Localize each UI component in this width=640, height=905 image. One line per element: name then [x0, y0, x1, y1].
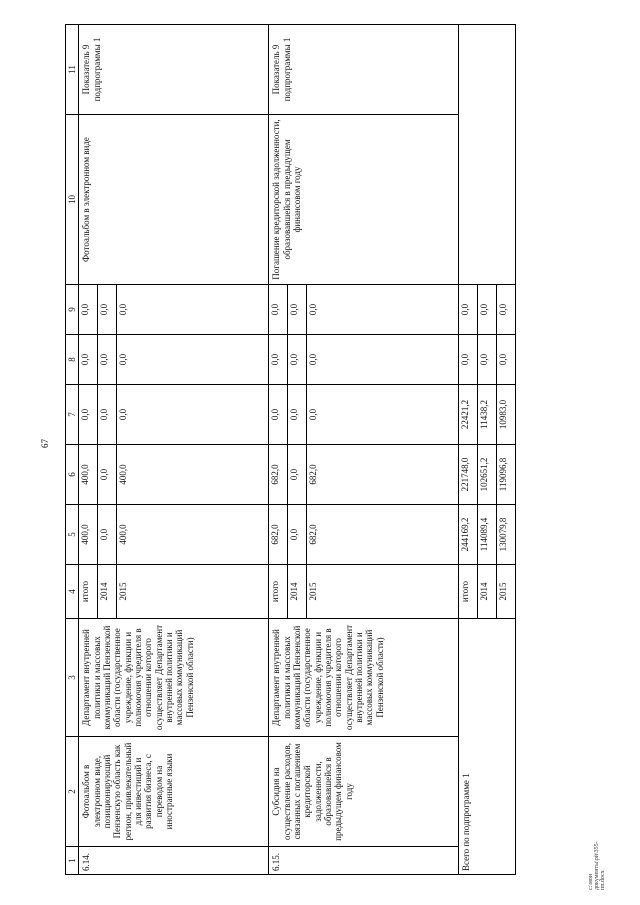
- value: 682,0: [308, 524, 319, 545]
- col-header: 10: [66, 115, 79, 285]
- value: 682,0: [308, 464, 319, 485]
- value: 0,0: [98, 285, 117, 334]
- indicator: Показатель 9 подпрограммы 1: [269, 25, 459, 115]
- value-cells: [269, 285, 459, 335]
- value: 0,0: [79, 285, 98, 334]
- value: 114089,4: [478, 505, 497, 564]
- col-header: 4: [66, 565, 79, 619]
- value: 0,0: [118, 353, 129, 366]
- value: 0,0: [98, 335, 117, 384]
- value-cells: [79, 335, 269, 385]
- value: 682,0: [269, 505, 288, 564]
- value: 0,0: [98, 445, 117, 504]
- year: итого: [79, 565, 98, 618]
- value: 0,0: [118, 303, 129, 316]
- measure-name: Фотоальбом в электронном виде, позиционирующий Пензенскую область как регион, привлекательный для инвестиций и развития бизнеса, с переводом на иностранные языки: [79, 737, 269, 847]
- row-number: 6.15.: [269, 847, 459, 875]
- header-row: [66, 25, 79, 875]
- value: 0,0: [79, 335, 98, 384]
- indicator: Показатель 9 подпрограммы 1: [79, 25, 269, 115]
- value: 0,0: [308, 408, 319, 421]
- year: 2015: [498, 582, 509, 601]
- year: 2014: [288, 565, 307, 618]
- col-header: 6: [66, 445, 79, 505]
- value-cells: [459, 335, 516, 385]
- value: 0,0: [308, 303, 319, 316]
- program-table: [65, 24, 516, 875]
- value: 244169,2: [459, 505, 478, 564]
- value: 0,0: [79, 385, 98, 444]
- measure-name: Субсидия на осуществление расходов, связанных с погашением кредиторской задолженности, образовавшейся в предыдущем финансовом году: [269, 737, 459, 847]
- value: 0,0: [308, 353, 319, 366]
- value: 0,0: [288, 505, 307, 564]
- value-cells: [79, 505, 269, 565]
- value: 0,0: [288, 335, 307, 384]
- value-cells: [79, 285, 269, 335]
- value-cells: [269, 335, 459, 385]
- col-header: 2: [66, 737, 79, 847]
- col-header: 3: [66, 619, 79, 737]
- executor: Департамент внутренней политики и массовых коммуникаций Пензенской области (государственное учреждение, функции и полномочия учредителя в отношении которого осуществляет Департамент внутренней политики и массовых коммуникаций Пензенской области): [269, 619, 459, 737]
- value: 400,0: [118, 464, 129, 485]
- year: 2014: [478, 565, 497, 618]
- value: 22421,2: [459, 385, 478, 444]
- value: 0,0: [459, 285, 478, 334]
- value-cells: [459, 285, 516, 335]
- col-header: 7: [66, 385, 79, 445]
- total-label: Всего по подпрограмме 1: [459, 619, 516, 875]
- total-row: [459, 25, 516, 875]
- value: 0,0: [288, 445, 307, 504]
- col-header: 9: [66, 285, 79, 335]
- rotated-table-page: [65, 25, 571, 875]
- year: 2015: [308, 582, 319, 601]
- value: 0,0: [498, 353, 509, 366]
- year: итого: [269, 565, 288, 618]
- value: 0,0: [269, 285, 288, 334]
- year-cells: [79, 565, 269, 619]
- value: 0,0: [478, 285, 497, 334]
- value-cells: [459, 445, 516, 505]
- value: 0,0: [498, 303, 509, 316]
- value-cells: [459, 505, 516, 565]
- value-cells: [79, 445, 269, 505]
- empty-cell: [459, 25, 516, 285]
- result: Фотоальбом в электронном виде: [79, 115, 269, 285]
- page-number: 67: [40, 439, 50, 448]
- col-header: 1: [66, 847, 79, 875]
- value: 221748,0: [459, 445, 478, 504]
- value: 0,0: [118, 408, 129, 421]
- table-row: [79, 25, 269, 875]
- year-cells: [459, 565, 516, 619]
- executor: Департамент внутренней политики и массовых коммуникаций Пензенской области (государственное учреждение, функции и полномочия учредителя в отношении которого осуществляет Департамент внутренней политики и массовых коммуникаций Пензенской области): [79, 619, 269, 737]
- year: 2014: [98, 565, 117, 618]
- value: 11438,2: [478, 385, 497, 444]
- value: 119096,8: [498, 457, 509, 492]
- value: 0,0: [459, 335, 478, 384]
- footer-path: c:\мои документы\рй\355-пп.docx: [588, 841, 606, 890]
- result: Погашение кредиторской задолженности, образовавшейся в предыдущем финансовом году: [269, 115, 459, 285]
- col-header: 11: [66, 25, 79, 115]
- value: 102651,2: [478, 445, 497, 504]
- value-cells: [79, 385, 269, 445]
- value: 0,0: [98, 505, 117, 564]
- value: 0,0: [288, 285, 307, 334]
- value: 400,0: [118, 524, 129, 545]
- row-number: 6.14.: [79, 847, 269, 875]
- value: 0,0: [478, 335, 497, 384]
- value: 682,0: [269, 445, 288, 504]
- value: 400,0: [79, 505, 98, 564]
- value: 400,0: [79, 445, 98, 504]
- col-header: 5: [66, 505, 79, 565]
- value-cells: [269, 445, 459, 505]
- year: итого: [459, 565, 478, 618]
- col-header: 8: [66, 335, 79, 385]
- value: 130079,8: [498, 517, 509, 552]
- value: 0,0: [269, 385, 288, 444]
- value: 0,0: [98, 385, 117, 444]
- value: 10983,0: [498, 399, 509, 430]
- value: 0,0: [269, 335, 288, 384]
- table-row: [269, 25, 459, 875]
- value: 0,0: [288, 385, 307, 444]
- value-cells: [459, 385, 516, 445]
- year-cells: [269, 565, 459, 619]
- value-cells: [269, 505, 459, 565]
- year: 2015: [118, 582, 129, 601]
- value-cells: [269, 385, 459, 445]
